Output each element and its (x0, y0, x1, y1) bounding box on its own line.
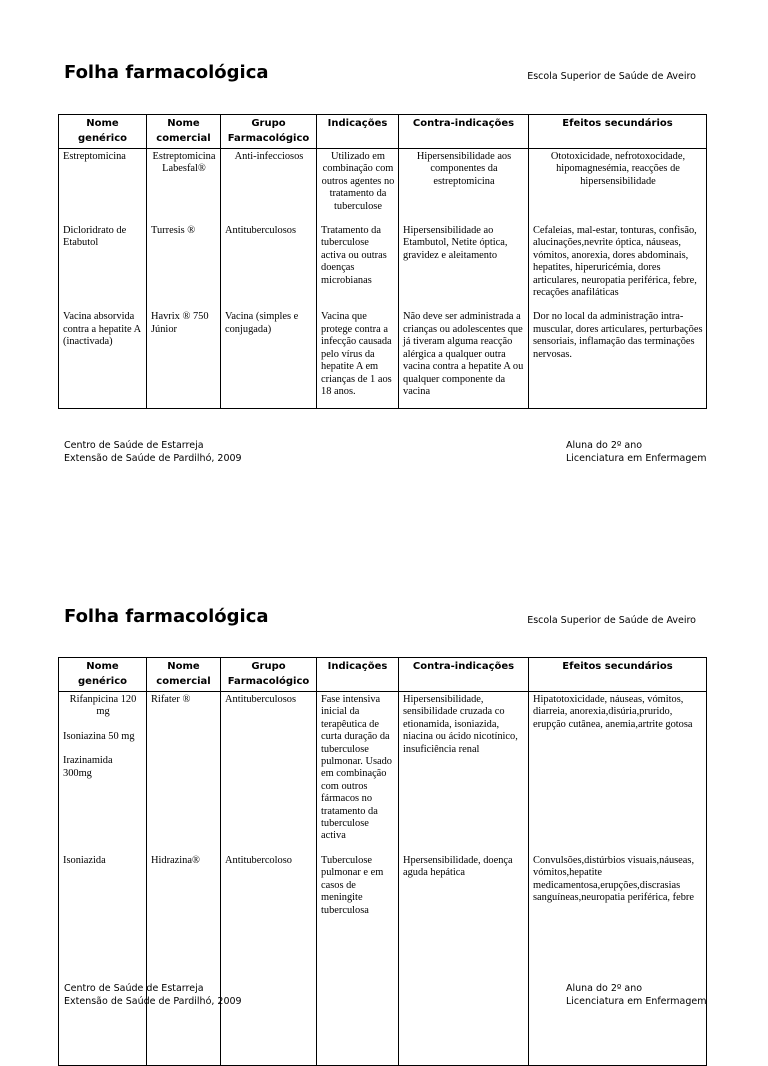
footer-health-center (64, 983, 242, 1008)
footer-line: Centro de Saúde de Estarreja (64, 983, 204, 994)
sheet-title: Folha farmacológica (64, 62, 269, 83)
generic-name-line: Irazinamida 300mg (63, 755, 113, 779)
school-name: Escola Superior de Saúde de Aveiro (527, 615, 696, 626)
header-commercial-name: Nome comercial (147, 658, 221, 692)
header-side-effects: Efeitos secundários (529, 115, 707, 149)
footer-health-center (64, 440, 242, 465)
cell-generic-name: Isoniazida (59, 853, 147, 1066)
cell-indications: Fase intensiva inicial da terapêutica de curta duração da tuberculose pulmonar. Usado em combinação com outros fármacos no tratamento da tuberculose activa (317, 692, 399, 853)
cell-indications: Tratamento da tuberculose activa ou outras doenças microbianas (317, 223, 399, 309)
cell-contraindications: Hipersensibilidade, sensibilidade cruzada co etionamida, isoniazida, niacina ou ácido nicotínico, insuficiência renal (399, 692, 529, 853)
cell-pharmacological-group: Antituberculosos (221, 692, 317, 853)
table-row (59, 853, 707, 1066)
cell-contraindications: Hipersensibilidade aos componentes da estreptomicina (399, 149, 529, 224)
cell-contraindications: Não deve ser administrada a crianças ou adolescentes que já tiveram alguma reacção alérgica a qualquer outra vacina contra a hepatite A ou qualquer componente da vacina (399, 309, 529, 408)
cell-side-effects: Hipatotoxicidade, náuseas, vómitos, diarreia, anorexia,disúria,prurido, erupção cutânea, anemia,artrite gotosa (529, 692, 707, 853)
cell-contraindications: Hpersensibilidade, doença aguda hepática (399, 853, 529, 1066)
cell-commercial-name: Hidrazina® (147, 853, 221, 1066)
table-row (59, 692, 707, 853)
cell-commercial-name: Havrix ® 750 Júnior (147, 309, 221, 408)
footer-line: Aluna do 2º ano (566, 983, 643, 994)
cell-generic-name (59, 692, 147, 853)
cell-pharmacological-group: Vacina (simples e conjugada) (221, 309, 317, 408)
header-contraindications: Contra-indicações (399, 115, 529, 149)
cell-contraindications: Hipersensibilidade ao Etambutol, Netite óptica, gravidez e aleitamento (399, 223, 529, 309)
footer-line: Extensão de Saúde de Pardilhó, 2009 (64, 995, 242, 1007)
sheet-title: Folha farmacológica (64, 606, 269, 627)
table-header-row (59, 115, 707, 149)
cell-generic-name: Dicloridrato de Etabutol (59, 223, 147, 309)
footer-student (566, 440, 706, 465)
header-generic-name: Nome genérico (59, 658, 147, 692)
footer-line: Licenciatura em Enfermagem (566, 995, 707, 1007)
cell-indications: Tuberculose pulmonar e em casos de meningite tuberculosa (317, 853, 399, 1066)
cell-side-effects: Cefaleias, mal-estar, tonturas, confisão, alucinações,nevrite óptica, náuseas, vómitos, anorexia, dores abdominais, hepatites, hiperuricémia, dores articulares, neuropatia periférica, febre, recações anafiláticas (529, 223, 707, 309)
cell-commercial-name: Estreptomicina Labesfal® (147, 149, 221, 224)
cell-pharmacological-group: Anti-infecciosos (221, 149, 317, 224)
cell-pharmacological-group: Antitubercoloso (221, 853, 317, 1066)
cell-commercial-name: Turresis ® (147, 223, 221, 309)
generic-name-line: Isoniazina 50 mg (63, 730, 135, 742)
footer-student (566, 983, 706, 1008)
cell-indications: Vacina que protege contra a infecção causada pelo vírus da hepatite A em crianças de 1 aos 18 anos. (317, 309, 399, 408)
cell-generic-name: Estreptomicina (59, 149, 147, 224)
header-generic-name: Nome genérico (59, 115, 147, 149)
table-row (59, 223, 707, 309)
table-row (59, 149, 707, 224)
footer-line: Centro de Saúde de Estarreja (64, 440, 204, 451)
header-side-effects: Efeitos secundários (529, 658, 707, 692)
pharmacology-table (58, 114, 707, 409)
cell-commercial-name: Rifater ® (147, 692, 221, 853)
generic-name-line: Rifanpicina 120 mg (69, 694, 137, 718)
footer-line: Extensão de Saúde de Pardilhó, 2009 (64, 452, 242, 464)
footer-line: Licenciatura em Enfermagem (566, 452, 707, 464)
cell-side-effects: Convulsões,distúrbios visuais,náuseas, vómitos,hepatite medicamentosa,erupções,discrasias sanguíneas,neuropatia periférica, febre (529, 853, 707, 1066)
header-pharmacological-group: Grupo Farmacológico (221, 115, 317, 149)
header-contraindications: Contra-indicações (399, 658, 529, 692)
cell-indications: Utilizado em combinação com outros agentes no tratamento da tuberculose (317, 149, 399, 224)
cell-pharmacological-group: Antituberculosos (221, 223, 317, 309)
cell-side-effects: Ototoxicidade, nefrotoxocidade, hipomagnesémia, reacções de hipersensibilidade (529, 149, 707, 224)
header-indications: Indicações (317, 115, 399, 149)
header-indications: Indicações (317, 658, 399, 692)
header-pharmacological-group: Grupo Farmacológico (221, 658, 317, 692)
school-name: Escola Superior de Saúde de Aveiro (527, 71, 696, 82)
table-row (59, 309, 707, 408)
cell-side-effects: Dor no local da administração intra-muscular, dores articulares, perturbações sensoriais, inflamação das terminações nervosas. (529, 309, 707, 408)
header-commercial-name: Nome comercial (147, 115, 221, 149)
cell-generic-name: Vacina absorvida contra a hepatite A (inactivada) (59, 309, 147, 408)
footer-line: Aluna do 2º ano (566, 440, 643, 451)
table-header-row (59, 658, 707, 692)
